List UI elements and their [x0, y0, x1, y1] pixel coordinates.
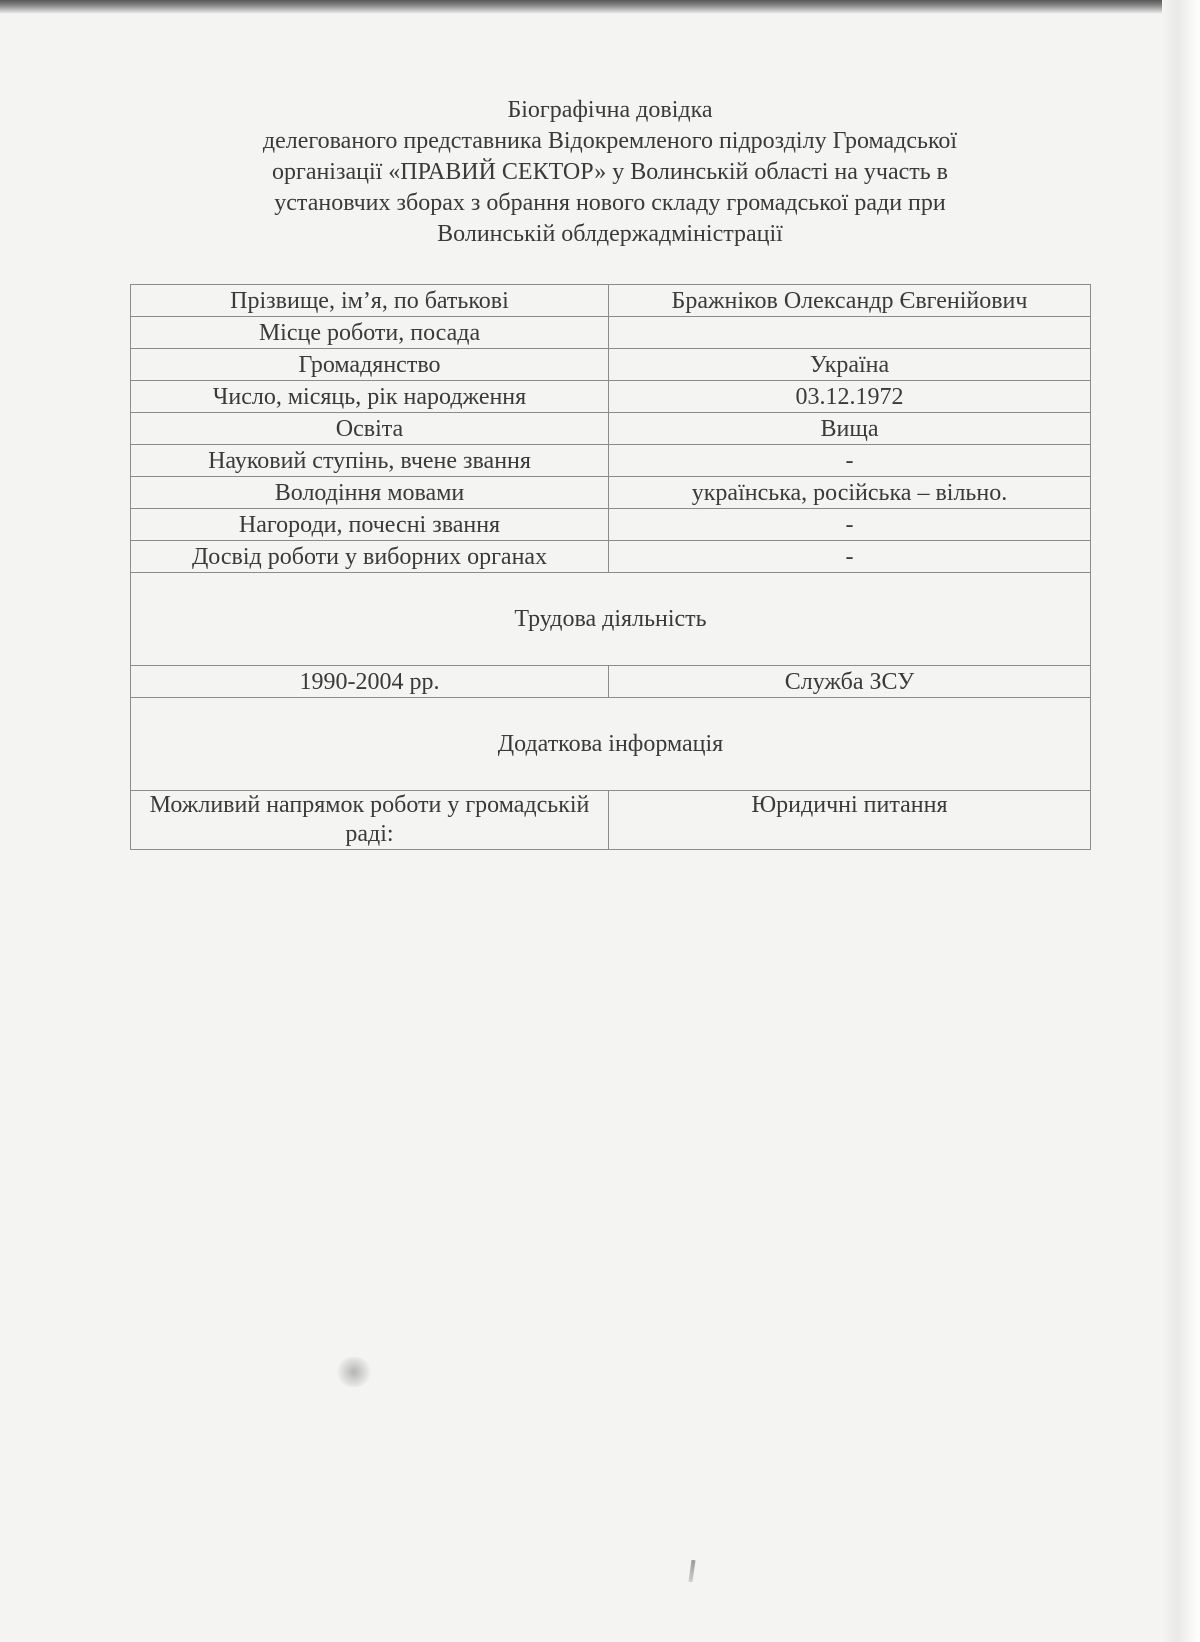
row-value-languages: українська, російська – вільно. — [609, 477, 1091, 509]
table-row — [131, 541, 1091, 573]
work-description: Служба ЗСУ — [609, 666, 1091, 698]
biography-table — [130, 284, 1091, 850]
row-label-citizenship: Громадянство — [131, 349, 609, 381]
table-row — [131, 349, 1091, 381]
work-period: 1990-2004 рр. — [131, 666, 609, 698]
row-value-workplace — [609, 317, 1091, 349]
row-label-full-name: Прізвище, ім’я, по батькові — [131, 285, 609, 317]
section-heading-work-activity: Трудова діяльність — [131, 573, 1091, 666]
document-subtitle-line-2: організації «ПРАВИЙ СЕКТОР» у Волинській області на участь в — [271, 159, 949, 185]
row-value-awards: - — [609, 509, 1091, 541]
scan-top-edge — [0, 0, 1162, 14]
row-value-citizenship: Україна — [609, 349, 1091, 381]
row-value-council-direction: Юридичні питання — [609, 791, 1091, 850]
table-row — [131, 666, 1091, 698]
row-label-birth-date: Число, місяць, рік народження — [131, 381, 609, 413]
section-row-work — [131, 573, 1091, 666]
scan-smudge — [336, 1357, 372, 1387]
row-label-languages: Володіння мовами — [131, 477, 609, 509]
row-label-workplace: Місце роботи, посада — [131, 317, 609, 349]
scan-speck — [688, 1560, 695, 1582]
row-value-elected-experience: - — [609, 541, 1091, 573]
document-subtitle-line-1: делегованого представника Відокремленого підрозділу Громадської — [262, 128, 958, 154]
table-row — [131, 477, 1091, 509]
document-subtitle-line-3: установчих зборах з обрання нового складу громадської ради при — [274, 190, 946, 216]
table-row — [131, 381, 1091, 413]
row-label-academic-degree: Науковий ступінь, вчене звання — [131, 445, 609, 477]
table-row — [131, 791, 1091, 850]
row-label-elected-experience: Досвід роботи у виборних органах — [131, 541, 609, 573]
row-value-birth-date: 03.12.1972 — [609, 381, 1091, 413]
table-row — [131, 509, 1091, 541]
row-value-education: Вища — [609, 413, 1091, 445]
table-row — [131, 285, 1091, 317]
row-value-full-name: Бражніков Олександр Євгенійович — [609, 285, 1091, 317]
row-label-awards: Нагороди, почесні звання — [131, 509, 609, 541]
document-title: Біографічна довідка — [507, 97, 713, 123]
table-row — [131, 413, 1091, 445]
section-row-additional — [131, 698, 1091, 791]
document-subtitle-line-4: Волинській облдержадміністрації — [437, 221, 783, 247]
row-label-education: Освіта — [131, 413, 609, 445]
document-header — [190, 95, 1030, 250]
row-value-academic-degree: - — [609, 445, 1091, 477]
table-row — [131, 317, 1091, 349]
section-heading-additional-info: Додаткова інформація — [131, 698, 1091, 791]
table-row — [131, 445, 1091, 477]
row-label-council-direction: Можливий напрямок роботи у громадській раді: — [131, 791, 609, 850]
scan-right-edge — [1162, 0, 1200, 1642]
